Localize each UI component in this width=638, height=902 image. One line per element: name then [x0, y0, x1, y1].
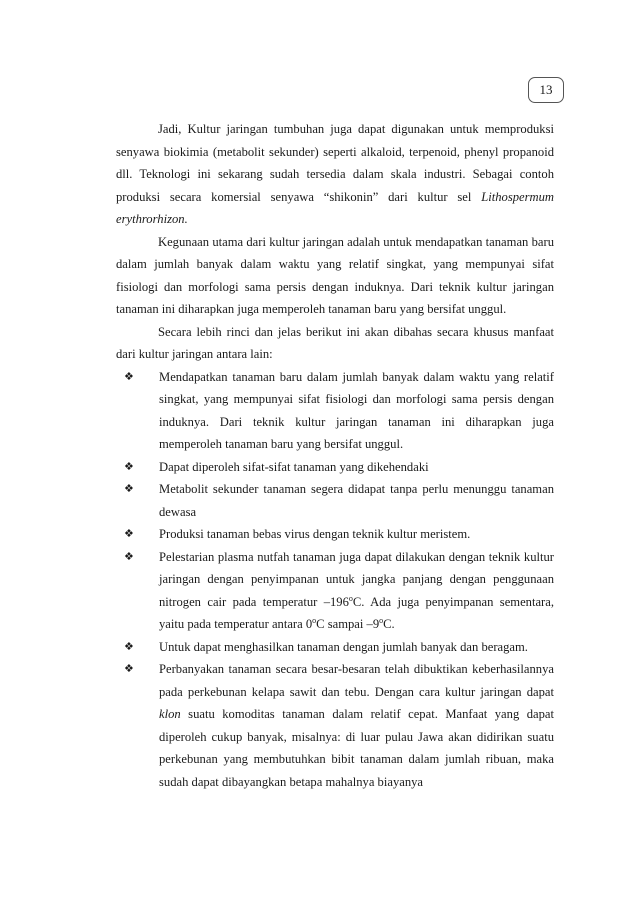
text-segment: C. Ada juga penyimpanan sementara, yaitu pada temperatur antara 0 [159, 594, 554, 631]
list-item [116, 478, 554, 523]
degree-superscript: o [379, 615, 384, 625]
diamond-bullet-icon: ❖ [124, 549, 134, 563]
italic-term: klon [159, 707, 181, 721]
text-segment: suatu komoditas tanaman dalam relatif cepat. Manfaat yang dapat diperoleh cukup banyak, misalnya: di luar pulau Jawa akan didirikan suatu perkebunan yang membutuhkan bibit tanaman dalam jumlah ribuan, maka sudah dapat dibayangkan betapa mahalnya biayanya [159, 707, 554, 789]
degree-superscript: o [312, 615, 317, 625]
text-segment: Perbanyakan tanaman secara besar-besaran telah dibuktikan keberhasilannya pada perkebunan kelapa sawit dan tebu. Dengan cara kultur jaringan dapat [159, 662, 554, 699]
paragraph-purpose: Kegunaan utama dari kultur jaringan adalah untuk mendapatkan tanaman baru dalam jumlah banyak dalam waktu yang relatif singkat, yang mempunyai sifat fisiologi dan morfologi sama persis dengan induknya. Dari teknik kultur jaringan tanaman ini diharapkan juga memperoleh tanaman baru yang bersifat unggul. [116, 234, 554, 316]
document-body [116, 118, 554, 793]
text-segment: Pelestarian plasma nutfah tanaman juga dapat dilakukan dengan teknik kultur jaringan dengan penyimpanan untuk jangka panjang dengan penggunaan nitrogen cair pada temperatur –196 [159, 549, 554, 609]
diamond-bullet-icon: ❖ [124, 527, 134, 540]
list-item-text: Dapat diperoleh sifat-sifat tanaman yang dikehendaki [159, 459, 429, 474]
diamond-bullet-icon: ❖ [124, 459, 134, 473]
list-item [116, 546, 554, 636]
page-number: 13 [528, 77, 564, 103]
text-segment: C. [383, 617, 395, 631]
degree-superscript: o [348, 593, 353, 603]
list-item [116, 523, 554, 546]
diamond-bullet-icon: ❖ [124, 369, 134, 383]
list-item-text: Mendapatkan tanaman baru dalam jumlah banyak dalam waktu yang relatif singkat, yang mempunyai sifat fisiologi dan morfologi sama persis dengan induknya. Dari teknik kultur jaringan tanaman ini diharapkan juga memperoleh tanaman baru yang bersifat unggul. [159, 369, 554, 451]
list-item [116, 636, 554, 659]
list-item [116, 366, 554, 456]
species-name: Lithospermum erythrorhizon. [116, 189, 554, 226]
diamond-bullet-icon: ❖ [124, 639, 134, 653]
list-item-text: Metabolit sekunder tanaman segera didapat tanpa perlu menunggu tanaman dewasa [159, 482, 554, 519]
diamond-bullet-icon: ❖ [124, 662, 134, 675]
list-item [116, 658, 554, 793]
paragraph-intro-text: Jadi, Kultur jaringan tumbuhan juga dapat digunakan untuk memproduksi senyawa biokimia (metabolit sekunder) seperti alkaloid, terpenoid, phenyl propanoid dll. Teknologi ini sekarang sudah tersedia dalam skala industri. Sebagai contoh produksi secara komersial senyawa “shikonin” dari kultur sel [116, 122, 554, 204]
diamond-bullet-icon: ❖ [124, 482, 134, 495]
benefits-list [116, 366, 554, 794]
paragraph-intro [116, 118, 554, 231]
text-segment: C sampai –9 [316, 617, 380, 631]
list-item-text [159, 662, 554, 789]
list-item-text [159, 550, 554, 632]
list-item-text: Untuk dapat menghasilkan tanaman dengan jumlah banyak dan beragam. [159, 639, 528, 654]
list-item-text: Produksi tanaman bebas virus dengan teknik kultur meristem. [159, 527, 471, 541]
list-item [116, 456, 554, 479]
paragraph-list-intro: Secara lebih rinci dan jelas berikut ini akan dibahas secara khusus manfaat dari kultur jaringan antara lain: [116, 324, 554, 361]
